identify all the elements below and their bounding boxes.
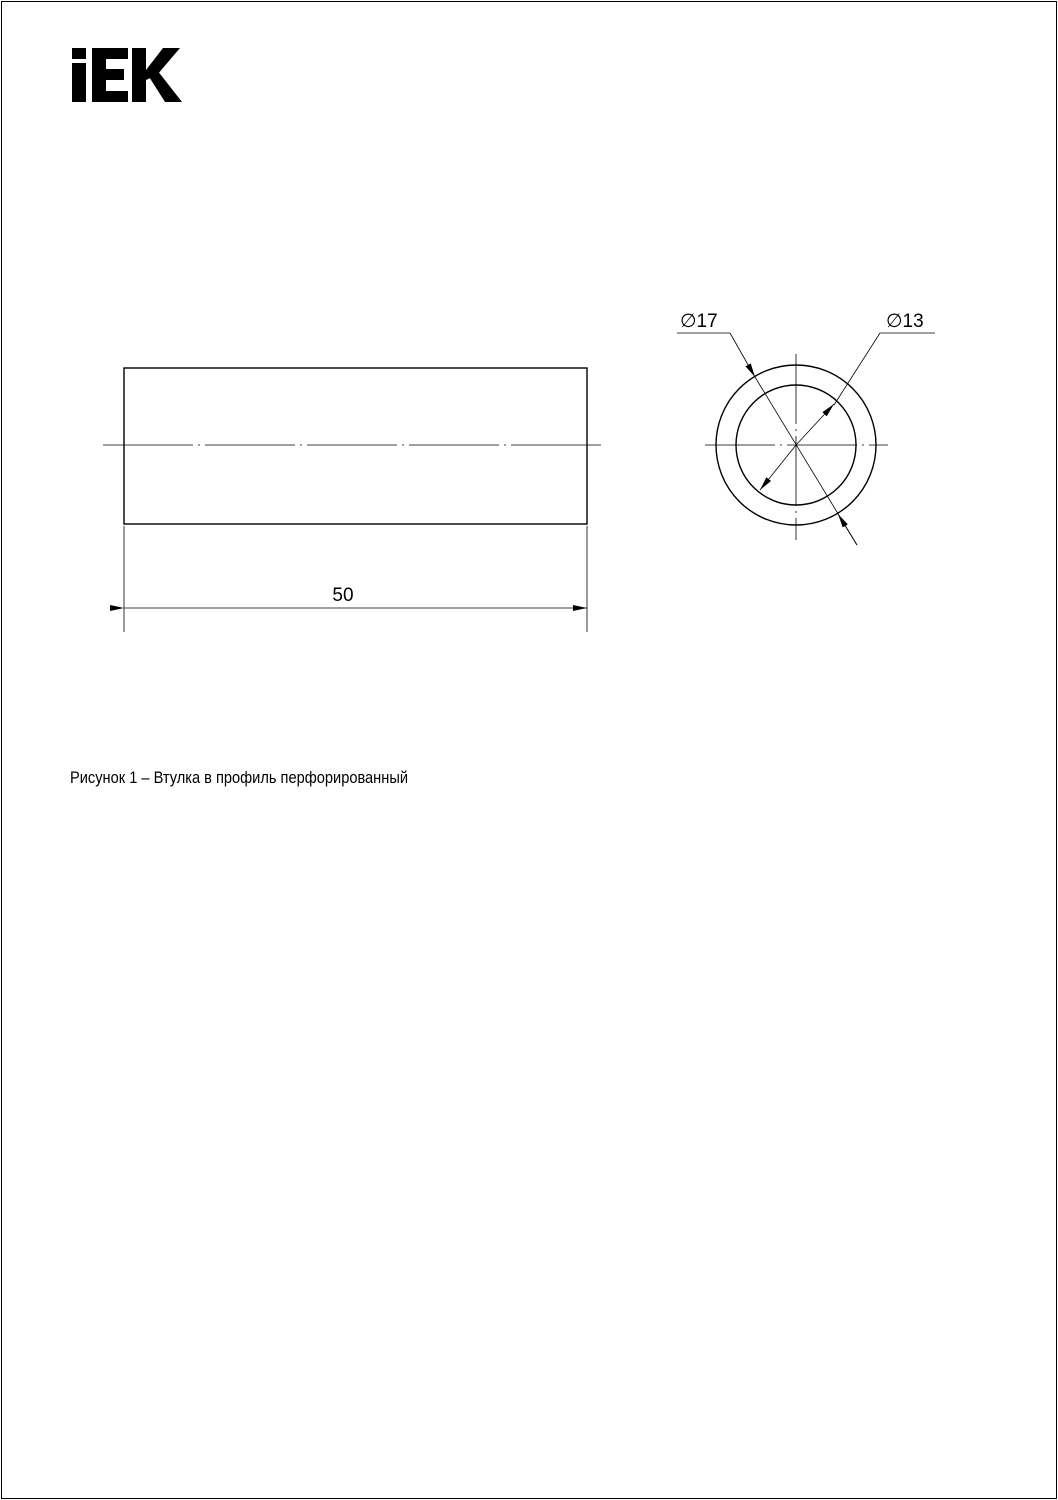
figure-caption: Рисунок 1 – Втулка в профиль перфорированный	[70, 768, 409, 787]
inner-diameter-label: ∅13	[886, 311, 924, 332]
inner-diameter-arrow-bottom	[760, 445, 796, 490]
inner-diameter-arrow-top	[796, 404, 834, 445]
bushing-body	[124, 368, 587, 524]
length-dimension-label: 50	[332, 585, 354, 606]
outer-diameter-arrow-bottom	[838, 514, 857, 545]
front-view	[677, 311, 935, 545]
side-view	[103, 368, 603, 632]
outer-diameter-label: ∅17	[680, 311, 718, 332]
outer-diameter-leader	[730, 333, 755, 377]
